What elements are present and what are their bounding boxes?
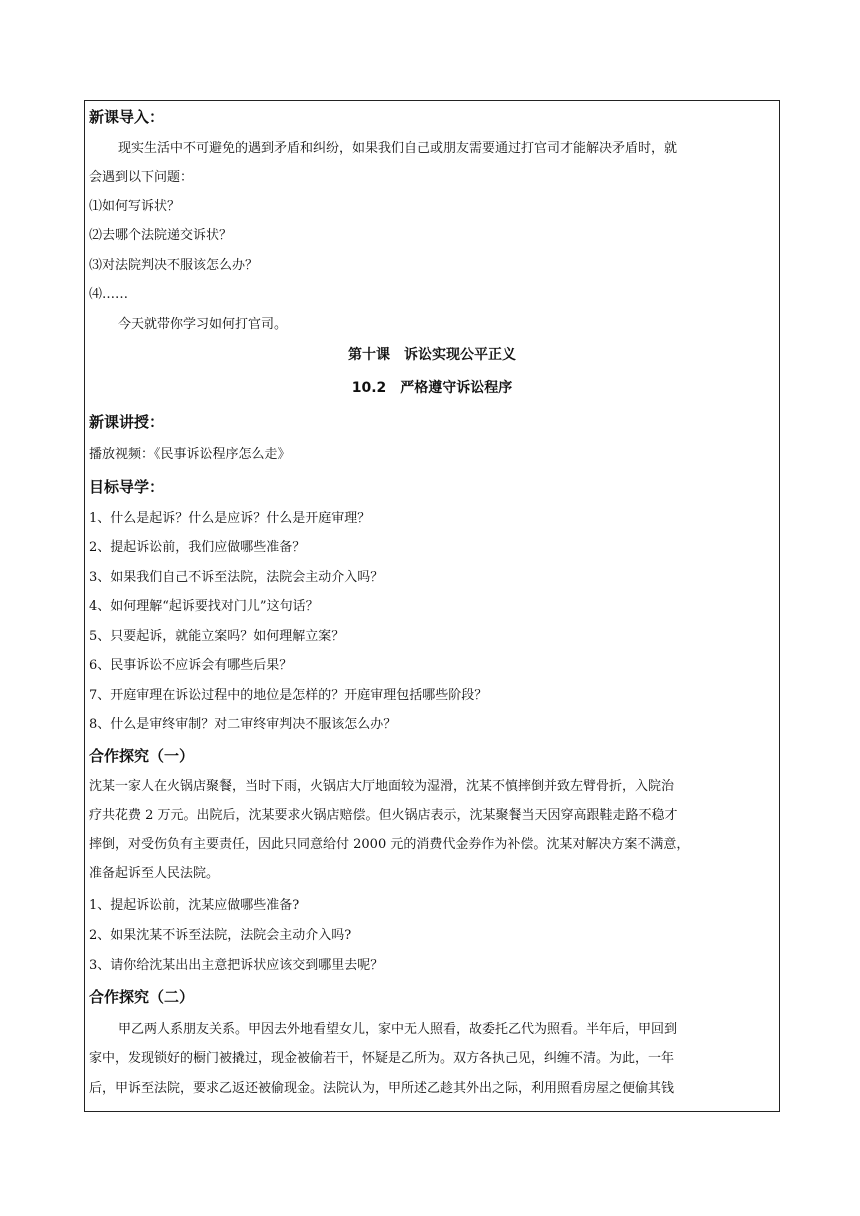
intro-question: ⑷…… [89,287,129,302]
goal-item: 6、民事诉讼不应诉会有哪些后果？ [89,658,293,673]
goals-heading: 目标导学： [89,478,165,496]
intro-question: ⑴如何写诉状？ [89,199,181,214]
coop1-case-line: 摔倒，对受伤负有主要责任，因此只同意给付 2000 元的消费代金券作为补偿。沈某对解决方案不满意， [89,837,690,852]
coop2-heading: 合作探究（二） [89,988,195,1006]
intro-paragraph-line: 现实生活中不可避免的遇到矛盾和纠纷，如果我们自己或朋友需要通过打官司才能解决矛盾时，就 [118,141,678,156]
coop1-case-line: 准备起诉至人民法院。 [89,866,220,881]
lesson-subtitle: 10.2 严格遵守诉讼程序 [351,380,513,396]
intro-closing: 今天就带你学习如何打官司。 [118,317,288,332]
intro-question: ⑶对法院判决不服该怎么办？ [89,258,259,273]
goal-item: 2、提起诉讼前，我们应做哪些准备？ [89,540,306,555]
lecture-heading: 新课讲授： [89,413,165,431]
coop1-question: 1、提起诉讼前，沈某应做哪些准备? [89,898,300,913]
goal-item: 4、如何理解“起诉要找对门儿”这句话？ [89,599,319,614]
lesson-title: 第十课 诉讼实现公平正义 [348,347,516,363]
intro-paragraph-line: 会遇到以下问题： [89,170,194,185]
intro-heading: 新课导入： [89,108,165,126]
goal-item: 1、什么是起诉？什么是应诉？什么是开庭审理？ [89,511,371,526]
coop1-question: 3、请你给沈某出出主意把诉状应该交到哪里去呢？ [89,958,384,973]
intro-question: ⑵去哪个法院递交诉状？ [89,228,233,243]
coop1-case-line: 沈某一家人在火锅店聚餐，当时下雨，火锅店大厅地面较为湿滑，沈某不慎摔倒并致左臂骨折，入院治 [89,779,675,794]
coop2-case-line: 家中，发现锁好的橱门被撬过，现金被偷若干，怀疑是乙所为。双方各执己见，纠缠不清。为此，一年 [89,1051,675,1066]
goal-item: 5、只要起诉，就能立案吗？如何理解立案？ [89,629,345,644]
goal-item: 7、开庭审理在诉讼过程中的地位是怎样的？开庭审理包括哪些阶段？ [89,688,488,703]
coop2-case-line: 后，甲诉至法院，要求乙返还被偷现金。法院认为，甲所述乙趁其外出之际，利用照看房屋之便偷其钱 [89,1081,675,1096]
coop1-question: 2、如果沈某不诉至法院，法院会主动介入吗? [89,928,352,943]
coop2-case-line: 甲乙两人系朋友关系。甲因去外地看望女儿，家中无人照看，故委托乙代为照看。半年后，甲回到 [118,1022,678,1037]
lecture-video: 播放视频：《民事诉讼程序怎么走》 [89,447,291,462]
goal-item: 3、如果我们自己不诉至法院，法院会主动介入吗？ [89,570,384,585]
goal-item: 8、什么是审终审制？对二审终审判决不服该怎么办？ [89,717,397,732]
coop1-case-line: 疗共花费 2 万元。出院后，沈某要求火锅店赔偿。但火锅店表示，沈某聚餐当天因穿高跟鞋走路不稳才 [89,808,678,823]
coop1-heading: 合作探究（一） [89,747,195,765]
